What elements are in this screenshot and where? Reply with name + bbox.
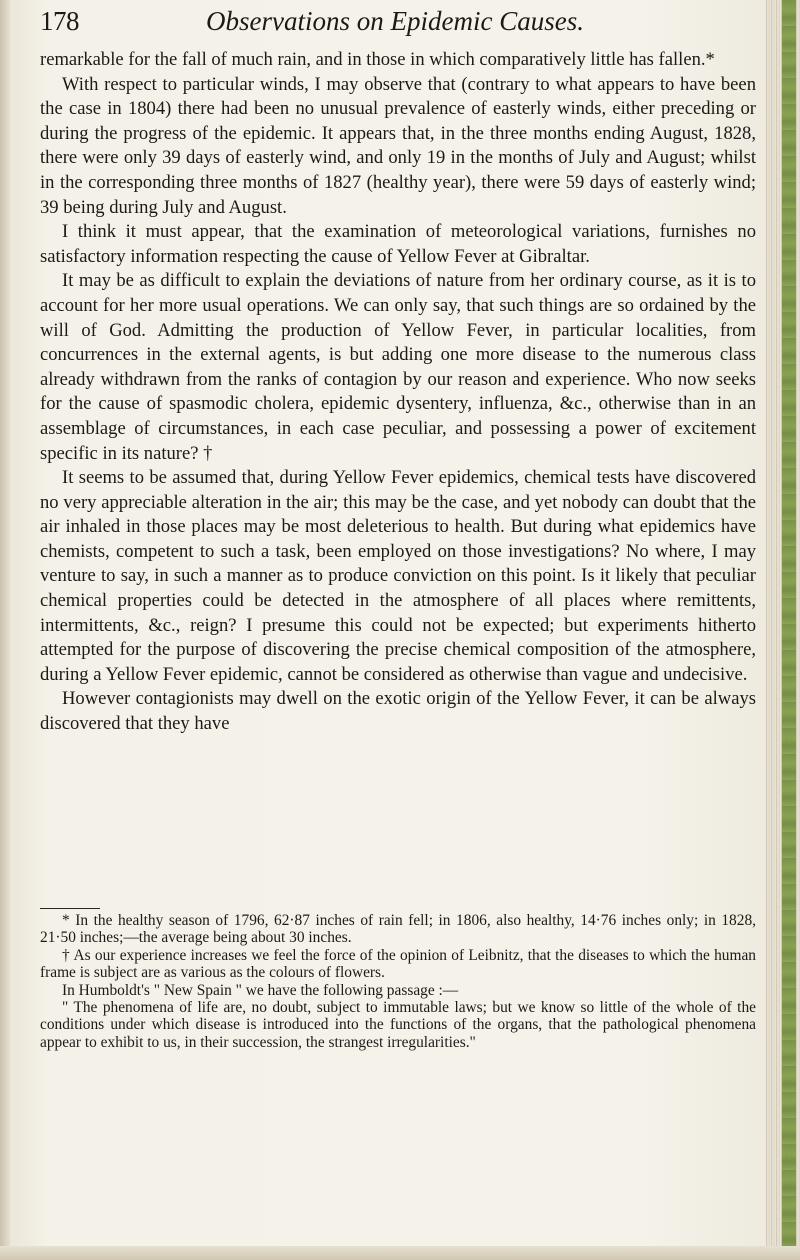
page-edge xyxy=(766,0,800,1260)
paragraph: However contagionists may dwell on the exotic origin of the Yellow Fever, it can be always discovered that they have xyxy=(40,688,756,735)
paragraph: remarkable for the fall of much rain, and in those in which comparatively little has fallen.* xyxy=(40,49,715,70)
footnotes xyxy=(40,912,756,1051)
paragraph: With respect to particular winds, I may observe that (contrary to what appears to have been the case in 1804) there had been no unusual prevalence of easterly winds, either preceding or during the progress of the epidemic. It appears that, in the three months ending August, 1828, there were only 39 days of easterly wind, and only 19 in the months of July and August; whilst in the corresponding three months of 1827 (healthy year), there were 59 days of easterly wind; 39 being during July and August. xyxy=(40,73,756,218)
paragraph: It seems to be assumed that, during Yellow Fever epidemics, chemical tests have discovered no very appreciable alteration in the air; this may be the case, and yet nobody can doubt that the air inhaled in those places may be most deleterious to health. But during what epidemics have chemists, competent to such a task, been employed on those investigations? No where, I may venture to say, in such a manner as to produce conviction on this point. Is it likely that peculiar chemical properties could be detected in the atmosphere of all places where remittents, intermittents, &c., reign? I presume this could not be expected; but experiments hitherto attempted for the purpose of discovering the precise chemical composition of the atmosphere, during a Yellow Fever epidemic, cannot be considered as otherwise than vague and undecisive. xyxy=(40,467,756,685)
footnote: † As our experience increases we feel the force of the opinion of Leibnitz, that the diseases to which the human frame is subject are as various as the colours of flowers. xyxy=(40,946,756,982)
footnote-rule xyxy=(40,908,100,909)
footnote: " The phenomena of life are, no doubt, subject to immutable laws; but we know so little of the whole of the conditions under which disease is introduced into the functions of the organs, that the pathological phenomena appear to exhibit to us, in their succession, the strangest irregularities." xyxy=(40,999,756,1051)
paragraph: It may be as difficult to explain the deviations of nature from her ordinary course, as it is to account for her more usual operations. We can only say, that such things are so ordained by the will of God. Admitting the production of Yellow Fever, in particular localities, from concurrences in the external agents, is but adding one more disease to the numerous class already withdrawn from the ranks of contagion by our reason and experience. Who now seeks for the cause of spasmodic cholera, epidemic dysentery, influenza, &c., otherwise than in an assemblage of circumstances, in each case peculiar, and possessing a power of excitement specific in its nature? † xyxy=(40,270,756,464)
body-text xyxy=(40,48,756,737)
page-header xyxy=(40,6,750,46)
footnote: In Humboldt's " New Spain " we have the following passage :— xyxy=(62,981,459,999)
page-gutter xyxy=(0,0,10,1260)
page-number: 178 xyxy=(40,6,79,36)
footnote: * In the healthy season of 1796, 62·87 inches of rain fell; in 1806, also healthy, 14·76 inches only; in 1828, 21·50 inches;—the average being about 30 inches. xyxy=(40,912,756,947)
page-bottom-edge xyxy=(0,1246,800,1260)
running-title: Observations on Epidemic Causes. xyxy=(206,6,584,36)
cover-edge xyxy=(782,0,796,1260)
paragraph: I think it must appear, that the examination of meteorological variations, furnishes no satisfactory information respecting the cause of Yellow Fever at Gibraltar. xyxy=(40,221,756,267)
